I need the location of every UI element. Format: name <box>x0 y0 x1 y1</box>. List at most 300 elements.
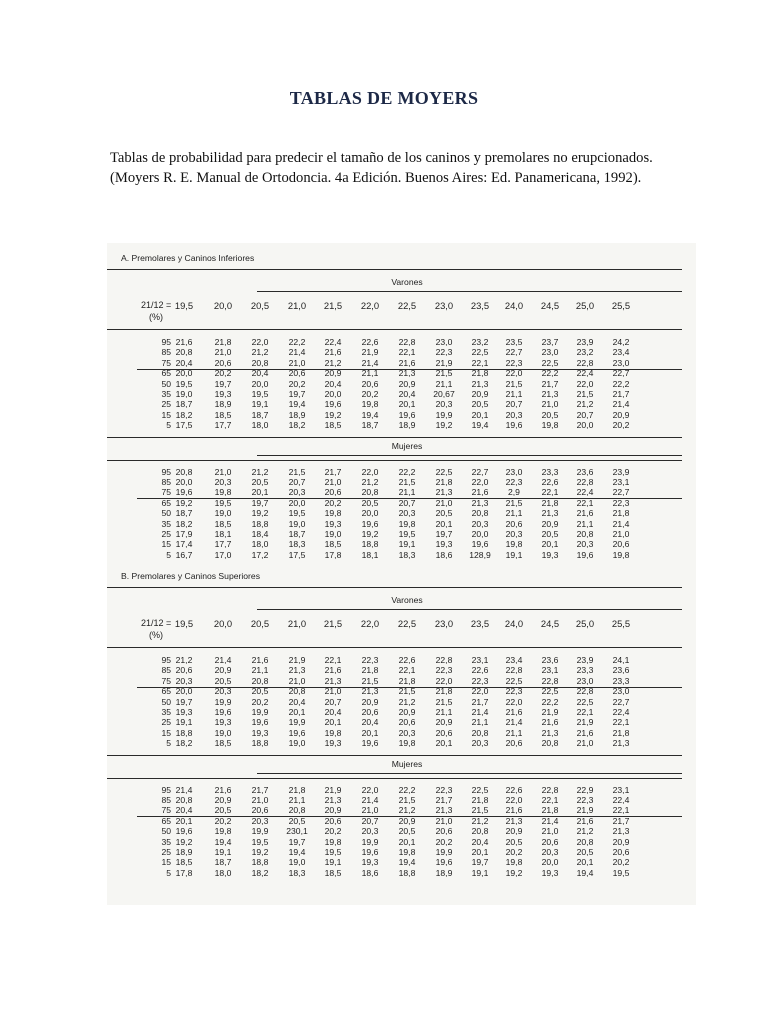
table-cell: 20,1 <box>324 717 342 728</box>
column-header: 19,5 <box>174 618 194 629</box>
table-cell: 21,3 <box>541 389 559 399</box>
table-cell: 22,4 <box>612 795 630 805</box>
table-cell: 18,0 <box>251 420 269 431</box>
table-cell: 20,3 <box>288 487 306 498</box>
group-label: Varones <box>391 595 423 605</box>
table-cell: 20,5 <box>251 477 269 487</box>
table-cell: 18,1 <box>214 529 232 539</box>
table-cell: 22,3 <box>471 675 489 686</box>
table-cell: 21,5 <box>576 389 594 399</box>
table-cell: 21,5 <box>435 368 453 379</box>
table-cell: 21,4 <box>288 347 306 358</box>
table-cell: 18,8 <box>251 857 269 868</box>
table-cell: 20,0 <box>576 420 594 431</box>
table-cell: 19,0 <box>288 857 306 868</box>
table-cell: 23,2 <box>471 337 489 347</box>
table-cell: 22,6 <box>541 477 559 487</box>
table-cell: 17,5 <box>288 549 306 560</box>
group-rule <box>257 773 682 774</box>
table-cell: 21,6 <box>471 487 489 498</box>
column-header: 24,5 <box>540 618 560 629</box>
table-cell: 20,4 <box>251 368 269 379</box>
table-cell: 20,3 <box>214 686 232 697</box>
table-cell: 20,1 <box>471 847 489 857</box>
column-header: 20,0 <box>213 618 233 629</box>
table-cell: 21,3 <box>471 378 489 389</box>
table-cell: 18,5 <box>175 857 193 868</box>
table-cell: 21,7 <box>541 378 559 389</box>
table-cell: 19,6 <box>175 826 193 837</box>
table-cell: 19,2 <box>175 836 193 847</box>
table-cell: 21,7 <box>251 784 269 795</box>
table-cell: 21,2 <box>251 466 269 477</box>
table-cell: 22,0 <box>505 696 523 707</box>
table-cell: 20,3 <box>576 539 594 550</box>
table-cell: 18,8 <box>175 727 193 738</box>
table-cell: 20,7 <box>288 477 306 487</box>
table-cell: 19,7 <box>471 857 489 868</box>
table-cell: 22,1 <box>576 497 594 508</box>
table-cell: 19,9 <box>251 707 269 717</box>
table-cell: 20,1 <box>398 836 416 847</box>
table-cell: 23,1 <box>541 665 559 676</box>
table-cell: 19,2 <box>361 529 379 539</box>
table-cell: 23,5 <box>505 337 523 347</box>
ratio-label: 21/12 = <box>141 300 172 310</box>
table-cell: 20,2 <box>612 420 630 431</box>
table-cell: 22,2 <box>288 337 306 347</box>
table-cell: 21,9 <box>576 717 594 728</box>
table-cell: 18,6 <box>361 867 379 878</box>
table-cell: 19,3 <box>324 738 342 749</box>
percentile-label: 35 <box>161 707 171 717</box>
table-cell: 19,8 <box>324 727 342 738</box>
table-cell: 17,7 <box>214 420 232 431</box>
table-cell: 21,6 <box>324 347 342 358</box>
table-cell: 20,6 <box>612 539 630 550</box>
table-cell: 20,3 <box>361 826 379 837</box>
table-cell: 22,1 <box>541 487 559 498</box>
table-cell: 19,4 <box>398 857 416 868</box>
table-cell: 19,3 <box>541 867 559 878</box>
table-cell: 19,5 <box>612 867 630 878</box>
table-cell: 23,0 <box>612 357 630 368</box>
table-cell: 19,0 <box>175 389 193 399</box>
table-cell: 21,8 <box>541 805 559 816</box>
column-header: 24,0 <box>504 618 524 629</box>
table-cell: 21,1 <box>505 508 523 519</box>
table-cell: 23,0 <box>576 675 594 686</box>
table-cell: 19,3 <box>251 727 269 738</box>
table-cell: 22,6 <box>361 337 379 347</box>
table-cell: 20,67 <box>433 389 455 399</box>
table-cell: 20,4 <box>288 696 306 707</box>
table-cell: 20,8 <box>471 727 489 738</box>
table-cell: 23,0 <box>541 347 559 358</box>
table-cell: 17,8 <box>324 549 342 560</box>
table-cell: 20,4 <box>398 389 416 399</box>
table-cell: 21,0 <box>288 357 306 368</box>
table-cell: 21,6 <box>324 665 342 676</box>
table-cell: 21,1 <box>251 665 269 676</box>
table-cell: 19,1 <box>175 717 193 728</box>
table-cell: 20,2 <box>214 368 232 379</box>
table-cell: 20,0 <box>361 508 379 519</box>
column-header: 20,5 <box>250 618 270 629</box>
table-cell: 21,6 <box>398 357 416 368</box>
table-cell: 20,2 <box>435 836 453 847</box>
table-cell: 21,5 <box>398 686 416 697</box>
table-cell: 22,5 <box>471 784 489 795</box>
table-cell: 22,3 <box>576 795 594 805</box>
table-cell: 20,9 <box>612 836 630 847</box>
table-cell: 20,1 <box>288 707 306 717</box>
table-cell: 19,8 <box>214 826 232 837</box>
column-header: 25,0 <box>575 300 595 311</box>
table-cell: 22,0 <box>361 784 379 795</box>
table-cell: 19,4 <box>288 847 306 857</box>
intro-paragraph: Tablas de probabilidad para predecir el tamaño de los caninos y premolares no erupcionados. (Moyers R. E. Manual de Ortodoncia. 4a Edición. Buenos Aires: Ed. Panamericana, 1992). <box>110 150 653 186</box>
table-cell: 22,2 <box>612 378 630 389</box>
table-cell: 21,7 <box>435 795 453 805</box>
header-rule <box>107 647 682 648</box>
table-cell: 22,1 <box>471 357 489 368</box>
column-header: 23,0 <box>434 618 454 629</box>
page-title: TABLAS DE MOYERS <box>289 88 479 108</box>
table-cell: 22,3 <box>361 655 379 665</box>
column-header: 20,0 <box>213 300 233 311</box>
table-cell: 20,1 <box>435 738 453 749</box>
percentile-label: 5 <box>166 738 171 749</box>
table-cell: 20,1 <box>435 518 453 529</box>
table-cell: 20,7 <box>505 399 523 410</box>
table-cell: 21,3 <box>398 368 416 379</box>
table-cell: 20,3 <box>541 847 559 857</box>
table-cell: 20,6 <box>175 665 193 676</box>
table-cell: 21,1 <box>398 487 416 498</box>
table-cell: 20,1 <box>576 857 594 868</box>
table-cell: 22,3 <box>612 497 630 508</box>
table-cell: 20,1 <box>471 409 489 420</box>
column-header: 25,5 <box>611 618 631 629</box>
table-cell: 20,5 <box>541 409 559 420</box>
table-cell: 21,0 <box>435 815 453 826</box>
table-cell: 19,8 <box>398 518 416 529</box>
percent-label: (%) <box>149 312 163 322</box>
table-cell: 23,7 <box>541 337 559 347</box>
table-cell: 21,6 <box>251 655 269 665</box>
table-cell: 20,2 <box>251 696 269 707</box>
table-cell: 20,4 <box>361 717 379 728</box>
percentile-label: 15 <box>161 539 171 550</box>
percentile-label: 5 <box>166 420 171 431</box>
group-divider-rule <box>107 437 682 438</box>
table-cell: 19,9 <box>435 409 453 420</box>
table-title: A. Premolares y Caninos Inferiores <box>121 253 255 263</box>
table-cell: 21,0 <box>541 399 559 410</box>
table-cell: 19,4 <box>471 420 489 431</box>
table-cell: 22,8 <box>541 784 559 795</box>
table-cell: 21,5 <box>505 378 523 389</box>
table-cell: 21,1 <box>505 727 523 738</box>
table-cell: 19,8 <box>398 738 416 749</box>
table-cell: 19,1 <box>251 399 269 410</box>
table-cell: 19,6 <box>288 727 306 738</box>
table-cell: 19,6 <box>576 549 594 560</box>
table-cell: 21,8 <box>361 665 379 676</box>
table-cell: 21,5 <box>505 497 523 508</box>
column-header: 22,0 <box>360 618 380 629</box>
table-cell: 22,6 <box>471 665 489 676</box>
table-cell: 20,3 <box>435 399 453 410</box>
table-cell: 19,4 <box>214 836 232 847</box>
table-cell: 19,2 <box>324 409 342 420</box>
table-cell: 22,6 <box>505 784 523 795</box>
table-cell: 20,5 <box>361 497 379 508</box>
table-cell: 20,0 <box>471 529 489 539</box>
table-cell: 20,5 <box>541 529 559 539</box>
table-cell: 19,0 <box>324 529 342 539</box>
table-cell: 20,7 <box>398 497 416 508</box>
table-cell: 21,9 <box>288 655 306 665</box>
table-cell: 20,7 <box>361 815 379 826</box>
group-divider-rule <box>107 755 682 756</box>
table-cell: 17,8 <box>175 867 193 878</box>
table-cell: 18,1 <box>361 549 379 560</box>
table-cell: 22,0 <box>435 675 453 686</box>
table-cell: 20,8 <box>576 836 594 847</box>
table-cell: 21,3 <box>612 826 630 837</box>
table-cell: 22,4 <box>576 487 594 498</box>
table-cell: 21,8 <box>435 686 453 697</box>
table-cell: 20,0 <box>324 389 342 399</box>
table-cell: 22,1 <box>541 795 559 805</box>
table-cell: 21,1 <box>471 717 489 728</box>
table-cell: 21,8 <box>612 508 630 519</box>
table-cell: 21,6 <box>505 805 523 816</box>
table-cell: 20,0 <box>175 477 193 487</box>
table-cell: 21,0 <box>612 529 630 539</box>
table-cell: 21,0 <box>214 347 232 358</box>
table-cell: 21,4 <box>471 707 489 717</box>
table-cell: 20,3 <box>251 815 269 826</box>
table-cell: 22,2 <box>541 696 559 707</box>
table-cell: 18,7 <box>175 508 193 519</box>
table-cell: 21,4 <box>175 784 193 795</box>
table-cell: 20,8 <box>288 805 306 816</box>
table-cell: 18,4 <box>251 529 269 539</box>
table-cell: 19,4 <box>361 409 379 420</box>
moyers-table-scan <box>107 243 696 905</box>
table-cell: 18,8 <box>398 867 416 878</box>
table-cell: 20,8 <box>576 529 594 539</box>
table-cell: 23,9 <box>576 655 594 665</box>
table-cell: 20,2 <box>214 815 232 826</box>
table-cell: 21,0 <box>361 805 379 816</box>
table-cell: 20,4 <box>324 707 342 717</box>
table-cell: 22,7 <box>612 487 630 498</box>
table-cell: 21,1 <box>435 378 453 389</box>
table-cell: 21,9 <box>435 357 453 368</box>
percentile-label: 85 <box>161 665 171 676</box>
table-cell: 18,7 <box>361 420 379 431</box>
table-cell: 23,6 <box>576 466 594 477</box>
percentile-label: 75 <box>161 675 171 686</box>
table-cell: 21,9 <box>541 707 559 717</box>
table-cell: 18,9 <box>435 867 453 878</box>
percentile-label: 5 <box>166 867 171 878</box>
table-cell: 21,8 <box>398 675 416 686</box>
table-cell: 22,3 <box>505 686 523 697</box>
table-cell: 23,1 <box>612 477 630 487</box>
table-cell: 20,5 <box>435 508 453 519</box>
table-cell: 23,9 <box>612 466 630 477</box>
table-cell: 22,4 <box>324 337 342 347</box>
table-cell: 23,0 <box>435 337 453 347</box>
table-cell: 19,7 <box>175 696 193 707</box>
table-cell: 20,7 <box>576 409 594 420</box>
table-cell: 21,2 <box>471 815 489 826</box>
table-cell: 21,2 <box>175 655 193 665</box>
table-cell: 20,6 <box>324 815 342 826</box>
table-cell: 18,7 <box>288 529 306 539</box>
table-cell: 22,3 <box>505 357 523 368</box>
table-cell: 20,3 <box>505 409 523 420</box>
table-cell: 23,3 <box>612 675 630 686</box>
table-cell: 19,6 <box>471 539 489 550</box>
table-cell: 20,6 <box>612 847 630 857</box>
table-cell: 20,8 <box>175 466 193 477</box>
percentile-label: 75 <box>161 357 171 368</box>
table-cell: 21,8 <box>471 795 489 805</box>
table-cell: 20,8 <box>361 487 379 498</box>
table-cell: 19,8 <box>398 847 416 857</box>
table-cell: 18,2 <box>175 409 193 420</box>
table-cell: 20,6 <box>361 707 379 717</box>
table-cell: 23,6 <box>541 655 559 665</box>
table-cell: 20,3 <box>398 508 416 519</box>
table-cell: 20,9 <box>612 409 630 420</box>
table-cell: 22,0 <box>251 337 269 347</box>
table-cell: 19,6 <box>175 487 193 498</box>
table-cell: 128,9 <box>469 549 491 560</box>
table-cell: 18,5 <box>214 738 232 749</box>
table-cell: 20,9 <box>398 707 416 717</box>
table-cell: 22,1 <box>324 655 342 665</box>
table-cell: 21,0 <box>251 795 269 805</box>
table-cell: 22,2 <box>541 368 559 379</box>
table-cell: 18,5 <box>214 518 232 529</box>
table-cell: 19,7 <box>288 836 306 847</box>
table-cell: 20,8 <box>175 795 193 805</box>
table-cell: 17,7 <box>214 539 232 550</box>
percentile-label: 5 <box>166 549 171 560</box>
table-cell: 20,9 <box>361 696 379 707</box>
table-cell: 18,2 <box>288 420 306 431</box>
table-cell: 21,1 <box>505 389 523 399</box>
table-cell: 19,0 <box>214 508 232 519</box>
table-cell: 20,6 <box>435 727 453 738</box>
table-cell: 22,0 <box>505 368 523 379</box>
table-cell: 21,5 <box>471 805 489 816</box>
table-cell: 18,3 <box>288 867 306 878</box>
table-cell: 20,6 <box>324 487 342 498</box>
table-cell: 22,8 <box>398 337 416 347</box>
table-cell: 21,9 <box>576 805 594 816</box>
table-cell: 21,2 <box>361 477 379 487</box>
table-cell: 20,4 <box>175 357 193 368</box>
table-cell: 21,4 <box>214 655 232 665</box>
table-cell: 20,8 <box>471 826 489 837</box>
table-cell: 20,8 <box>541 738 559 749</box>
table-cell: 23,3 <box>541 466 559 477</box>
percentile-label: 85 <box>161 795 171 805</box>
table-cell: 20,2 <box>288 378 306 389</box>
table-cell: 17,9 <box>175 529 193 539</box>
table-cell: 21,0 <box>214 466 232 477</box>
percentile-label: 25 <box>161 847 171 857</box>
table-cell: 19,5 <box>398 529 416 539</box>
table-cell: 21,2 <box>251 347 269 358</box>
table-cell: 19,6 <box>505 420 523 431</box>
table-cell: 22,4 <box>612 707 630 717</box>
table-cell: 20,6 <box>541 836 559 847</box>
table-cell: 18,2 <box>175 738 193 749</box>
table-cell: 19,8 <box>324 508 342 519</box>
table-cell: 19,1 <box>214 847 232 857</box>
table-cell: 19,6 <box>398 409 416 420</box>
table-cell: 19,5 <box>324 847 342 857</box>
table-cell: 20,8 <box>288 686 306 697</box>
table-cell: 19,8 <box>214 487 232 498</box>
table-cell: 21,2 <box>398 696 416 707</box>
table-cell: 20,6 <box>214 357 232 368</box>
table-cell: 22,1 <box>398 665 416 676</box>
table-cell: 19,8 <box>541 420 559 431</box>
percentile-label: 65 <box>161 686 171 697</box>
percentile-label: 65 <box>161 497 171 508</box>
table-cell: 23,6 <box>612 665 630 676</box>
table-cell: 21,1 <box>435 707 453 717</box>
table-cell: 18,6 <box>435 549 453 560</box>
table-cell: 18,0 <box>214 867 232 878</box>
table-cell: 20,0 <box>175 368 193 379</box>
table-cell: 19,9 <box>251 826 269 837</box>
table-cell: 20,6 <box>435 826 453 837</box>
table-cell: 21,8 <box>541 497 559 508</box>
table-cell: 21,3 <box>471 497 489 508</box>
percentile-label: 35 <box>161 389 171 399</box>
column-header: 23,5 <box>470 618 490 629</box>
table-cell: 21,5 <box>398 795 416 805</box>
table-cell: 22,4 <box>576 368 594 379</box>
column-header: 19,5 <box>174 300 194 311</box>
percentile-label: 65 <box>161 368 171 379</box>
table-cell: 22,8 <box>576 357 594 368</box>
table-cell: 18,9 <box>288 409 306 420</box>
table-cell: 22,0 <box>505 795 523 805</box>
table-cell: 23,0 <box>505 466 523 477</box>
table-cell: 18,9 <box>175 847 193 857</box>
table-cell: 20,2 <box>505 847 523 857</box>
table-cell: 22,7 <box>505 347 523 358</box>
table-cell: 20,3 <box>398 727 416 738</box>
percentile-label: 85 <box>161 477 171 487</box>
table-cell: 20,5 <box>398 826 416 837</box>
table-cell: 19,6 <box>361 518 379 529</box>
table-cell: 18,8 <box>251 518 269 529</box>
table-cell: 19,3 <box>324 518 342 529</box>
